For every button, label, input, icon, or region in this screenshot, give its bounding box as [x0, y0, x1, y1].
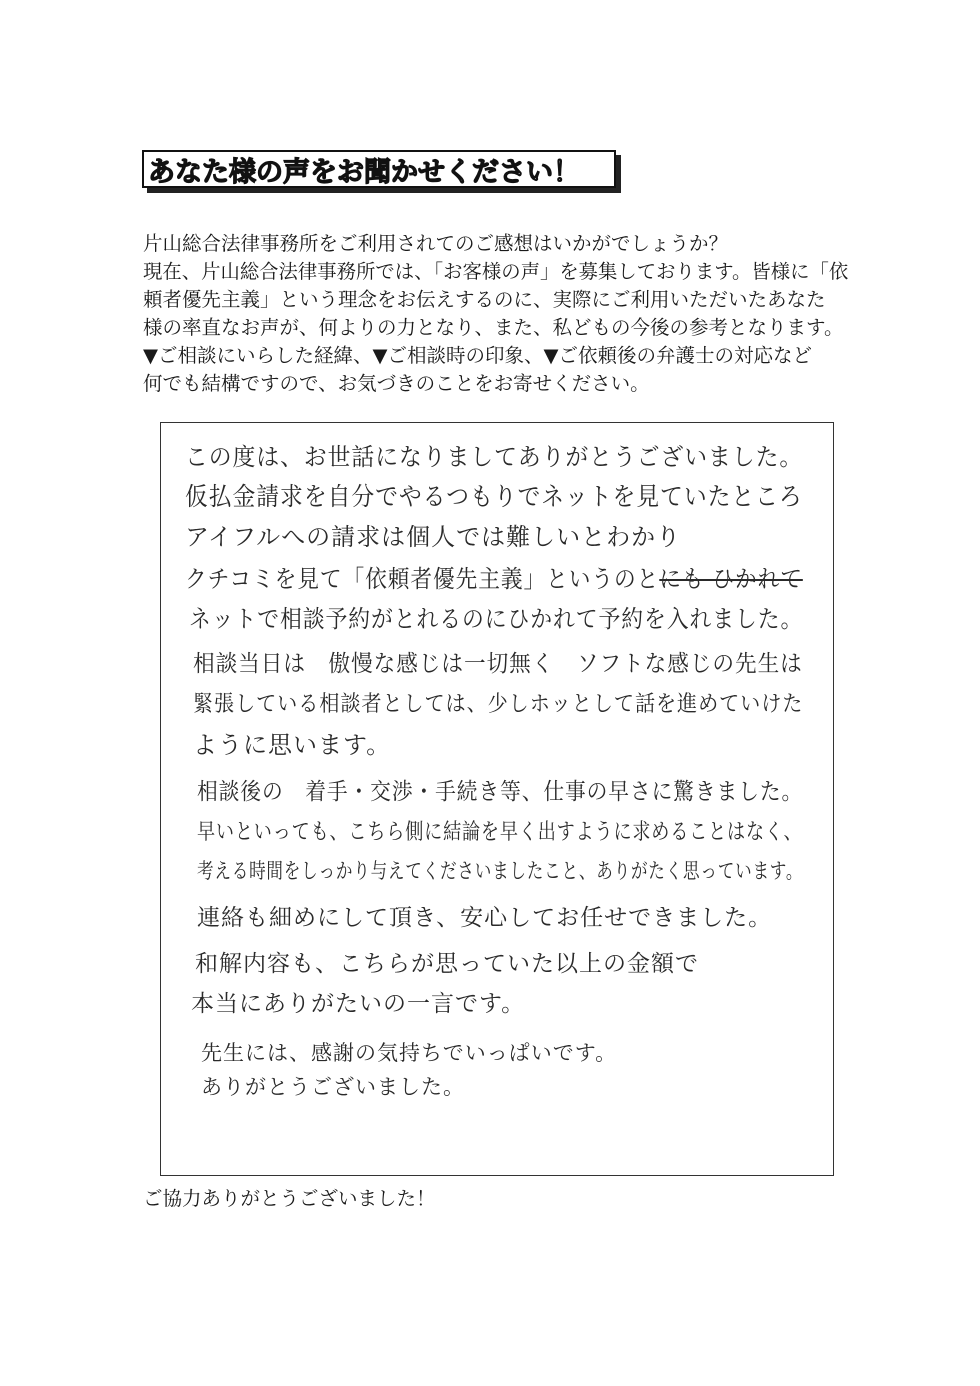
handwritten-line: ように思います。	[193, 731, 392, 759]
handwritten-line: ネットで相談予約がとれるのにひかれて予約を入れました。	[189, 605, 804, 633]
handwritten-comment-box	[160, 422, 834, 1176]
handwritten-line: 緊張している相談者としては、少しホッとして話を進めていけた	[193, 692, 804, 717]
handwritten-line: 本当にありがたいの一言です。	[191, 991, 526, 1017]
handwritten-line: ありがとうございました。	[201, 1075, 465, 1099]
handwritten-line: アイフルへの請求は個人では難しいとわかり	[185, 523, 682, 551]
handwritten-line: この度は、お世話になりましてありがとうございました。	[185, 443, 804, 471]
intro-line: ▼ご相談にいらした経緯、▼ご相談時の印象、▼ご依頼後の弁護士の対応など	[143, 344, 812, 367]
page-title: あなた様の声をお聞かせください！	[148, 156, 580, 188]
handwritten-line: 考える時間をしっかり与えてくださいましたこと、ありがたく思っています。	[197, 859, 804, 883]
handwritten-line: 連絡も細めにして頂き、安心してお任せできました。	[197, 905, 773, 931]
handwritten-line: 先生には、感謝の気持ちでいっぱいです。	[201, 1041, 618, 1065]
title-box	[142, 150, 616, 188]
struck-through-text: にも ひかれて	[659, 565, 803, 593]
handwritten-line: 仮払金請求を自分でやるつもりでネットを見ていたところ	[185, 482, 803, 511]
intro-line: 様の率直なお声が、何よりの力となり、また、私どもの今後の参考となります。	[143, 316, 844, 339]
handwritten-segment: クチコミを見て「依頼者優先主義」というのと	[185, 565, 660, 593]
handwritten-line: 相談当日は 傲慢な感じは一切無く ソフトな感じの先生は	[193, 651, 803, 677]
intro-line: 何でも結構ですので、お気づきのことをお寄せください。	[143, 372, 650, 395]
intro-line: 頼者優先主義」という理念をお伝えするのに、実際にご利用いただいたあなた	[143, 288, 826, 311]
intro-line: 片山総合法律事務所をご利用されてのご感想はいかがでしょうか？	[143, 232, 729, 255]
handwritten-line: 和解内容も、こちらが思っていた以上の金額で	[195, 951, 699, 977]
handwritten-line	[185, 559, 803, 594]
closing-message: ご協力ありがとうございました！	[143, 1187, 436, 1210]
intro-line: 現在、片山総合法律事務所では、「お客様の声」を募集しております。皆様に「依	[143, 260, 849, 283]
handwritten-line: 相談後の 着手・交渉・手続き等、仕事の早さに驚きました。	[197, 779, 804, 805]
handwritten-line: 早いといっても、こちら側に結論を早く出すように求めることはなく、	[197, 820, 803, 845]
intro-paragraph	[143, 230, 848, 398]
